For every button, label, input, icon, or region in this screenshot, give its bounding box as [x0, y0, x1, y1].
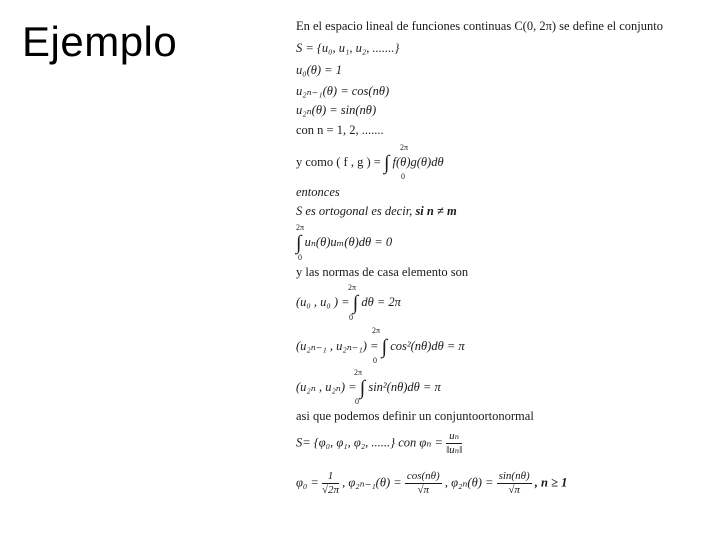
orthogonal-condition: si n ≠ m [415, 204, 457, 218]
line-norms-intro: y las normas de casa elemento son [296, 265, 469, 279]
line-intro: En el espacio lineal de funciones continuas C(0, 2π) se define el conjunto [296, 19, 663, 33]
norm-even-lhs: (u₂ₙ , u₂ₙ) = [296, 379, 357, 394]
phi-odd-numerator: cos(nθ) [406, 470, 440, 482]
phi-n-denominator: ‖uₙ‖ [446, 444, 463, 456]
math-content [296, 0, 716, 540]
norm-odd-rhs: cos²(nθ)dθ = π [390, 338, 465, 353]
line-norm-even [296, 378, 441, 398]
norm-even-upper: 2π [354, 368, 363, 377]
line-orthonormal-intro: asi que podemos definir un conjuntoortonormal [296, 409, 534, 423]
line-inner-product [296, 153, 444, 173]
norm-even-lower: 0 [355, 397, 359, 406]
phi-odd-fraction [405, 470, 442, 497]
phi-odd-denominator: √π [417, 484, 430, 496]
integral-sign: ∫ [381, 336, 388, 358]
phi0-fraction [322, 470, 339, 497]
phi-n-numerator: uₙ [446, 430, 462, 444]
line-phi-definitions [296, 470, 567, 497]
line-norm-u0 [296, 293, 401, 313]
line-set-definition: S = {u₀, u₁, u₂, .......} [296, 41, 400, 55]
norm0-upper: 2π [348, 283, 357, 292]
integral-sign: ∫ [359, 377, 366, 399]
phi-even-lhs: , φ₂ₙ(θ) = [444, 475, 494, 490]
integral-lower-limit: 0 [401, 172, 405, 181]
norm-even-rhs: sin²(nθ)dθ = π [368, 379, 441, 394]
integral-sign: ∫ [352, 292, 359, 314]
orthogonal-integrand: uₙ(θ)uₘ(θ)dθ = 0 [304, 234, 393, 249]
norm-odd-upper: 2π [372, 326, 381, 335]
norm-odd-lhs: (u₂ₙ₋₁ , u₂ₙ₋₁) = [296, 338, 379, 353]
phi-even-denominator: √π [508, 484, 520, 496]
inner-product-label: y como ( f , g ) = [296, 154, 381, 169]
phi-n-fraction [446, 430, 462, 457]
integral-sign: ∫ [296, 232, 302, 254]
orthogonal-integral-upper: 2π [296, 223, 305, 232]
orthogonal-statement: S es ortogonal es decir, [296, 204, 413, 218]
line-u0: u₀(θ) = 1 [296, 63, 342, 77]
line-n-range: con n = 1, 2, ....... [296, 123, 384, 137]
phi0-numerator: 1 [322, 470, 339, 484]
line-u-odd: u₂ₙ₋₁(θ) = cos(nθ) [296, 84, 390, 98]
phi-even-numerator: sin(nθ) [498, 470, 530, 482]
phi0-lhs: φ₀ = [296, 475, 319, 490]
inner-product-integrand: f(θ)g(θ)dθ [392, 154, 444, 169]
integral-sign: ∫ [383, 152, 390, 174]
norm-odd-lower: 0 [373, 356, 377, 365]
norm0-lower: 0 [349, 313, 353, 322]
orthogonal-integral-lower: 0 [298, 253, 302, 262]
phi0-denominator: √2π [321, 484, 340, 496]
line-orthogonal [296, 205, 457, 218]
phi-even-fraction [497, 470, 532, 497]
line-norm-odd [296, 337, 465, 357]
n-condition: , n ≥ 1 [534, 475, 568, 490]
orthonormal-set-lhs: S= {φ₀, φ₁, φ₂, ......} con φₙ = [296, 435, 443, 450]
norm-u0-rhs: dθ = 2π [361, 294, 401, 309]
slide-title: Ejemplo [22, 18, 178, 65]
integral-upper-limit: 2π [400, 143, 409, 152]
line-orthogonal-integral [296, 233, 392, 253]
line-orthonormal-set [296, 430, 462, 457]
norm-u0-lhs: (u₀ , u₀ ) = [296, 294, 350, 309]
phi-odd-lhs: , φ₂ₙ₋₁(θ) = [342, 475, 402, 490]
line-u-even: u₂ₙ(θ) = sin(nθ) [296, 103, 377, 117]
line-entonces: entonces [296, 185, 340, 199]
